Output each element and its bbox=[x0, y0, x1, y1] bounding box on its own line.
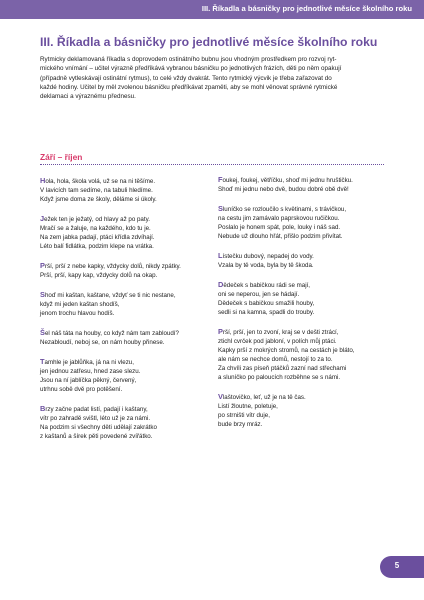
poem-line bbox=[218, 175, 400, 185]
poem bbox=[40, 290, 222, 318]
poem-line-text: laštovičko, leť, už je na tě čas. bbox=[222, 394, 306, 401]
poem-line: Shoď mi jednu nebo dvě, budou dobré obě dvě! bbox=[218, 186, 349, 193]
poem-line-text: rzy začne padat listí, padají i kaštany, bbox=[45, 406, 148, 413]
poem-initial: P bbox=[40, 261, 45, 270]
page-number-tab bbox=[380, 556, 424, 578]
poem-line: Jsou na ní jablíčka pěkný, červený, bbox=[40, 377, 137, 384]
poem-line bbox=[40, 214, 222, 224]
poem bbox=[218, 280, 400, 317]
page-number: 5 bbox=[394, 561, 400, 570]
intro-line: mického vnímání – učitel výrazně předříkává vybranou básničku po jednotlivých frázích, děti po něm opakují bbox=[40, 65, 342, 73]
poem-initial: S bbox=[218, 204, 223, 213]
poem-line-text: ístečku dubový, nepadej do vody. bbox=[222, 253, 314, 260]
poem-line: když mi jeden kaštan shodíš, bbox=[40, 301, 120, 308]
poem-line: Nezabloudí, neboj se, on nám houby přinese. bbox=[40, 339, 165, 346]
running-title: III. Říkadla a básničky pro jednotlivé měsíce školního roku bbox=[201, 4, 412, 13]
season-heading: Září – říjen bbox=[40, 152, 83, 162]
poem-line bbox=[40, 357, 222, 367]
poem-line: V lavicích tam sedíme, na tabuli hledíme. bbox=[40, 187, 153, 194]
poem-initial: J bbox=[40, 214, 45, 223]
header-band bbox=[0, 0, 424, 19]
poem bbox=[40, 404, 222, 441]
poem bbox=[40, 328, 222, 347]
intro-line: Rytmicky deklamovaná říkadla s doprovodem ostinátního bubnu jsou vhodným prostředkem pro rozvoj ryt- bbox=[40, 56, 337, 63]
poem bbox=[218, 327, 400, 382]
poem-initial: P bbox=[218, 327, 223, 336]
poem-initial: S bbox=[40, 290, 45, 299]
poem-line: Za chvíli zas píseň ptáčků zazní nad střechami bbox=[218, 365, 347, 372]
poem-initial: Š bbox=[40, 328, 45, 337]
poem-line: Když jsme doma ze školy, děláme si úkoly. bbox=[40, 196, 157, 203]
poem-initial: B bbox=[40, 404, 46, 413]
poem-line: Prší, prší, kapy kap, vždycky dolů na okap. bbox=[40, 272, 158, 279]
poem bbox=[218, 392, 400, 429]
poem-line: ale nám se nechce domů, nestojí to za to. bbox=[218, 356, 333, 363]
poem-line-text: ědeček s babičkou rádi se mají, bbox=[223, 282, 311, 289]
poem-line: Nebude už dlouho hřát, přišlo podzim přivítat. bbox=[218, 233, 343, 240]
poem-initial: L bbox=[218, 251, 223, 260]
poem bbox=[40, 176, 222, 204]
poem-line bbox=[218, 280, 400, 290]
intro-line: deklamaci a výraznému přednesu. bbox=[40, 93, 136, 101]
poem bbox=[40, 261, 222, 280]
poems-column-left bbox=[40, 176, 222, 451]
poem bbox=[218, 204, 400, 241]
poem-line: jen jednou zatřesu, hned zase slezu. bbox=[40, 368, 141, 375]
poem-line: Na zem jabka padají, ptáci křídla zdvíhají. bbox=[40, 234, 155, 241]
poem-line: a sluníčko po paloucích rozběhne se s námi. bbox=[218, 374, 341, 381]
poem-initial: F bbox=[218, 175, 223, 184]
poem-line-text: rší, prší z nebe kapky, vždycky dolů, nikdy zpátky. bbox=[44, 263, 181, 270]
poem bbox=[40, 214, 222, 251]
poem-line bbox=[218, 204, 400, 214]
poem-line-text: ežek ten je ježatý, od hlavy až po paty. bbox=[44, 216, 150, 223]
poem-line: bude brzy mráz. bbox=[218, 421, 263, 428]
poem-line-text: oukej, foukej, větříčku, shoď mi jednu hruštičku. bbox=[222, 177, 353, 184]
poem-initial: D bbox=[218, 280, 224, 289]
poem-line bbox=[218, 251, 400, 261]
poem-line bbox=[218, 392, 400, 402]
poems-column-right bbox=[218, 175, 400, 439]
poem-initial: H bbox=[40, 176, 46, 185]
poem-line: sedli si na kamna, spadli do trouby. bbox=[218, 309, 315, 316]
poem-line: Léto balí fidlátka, podzim klepe na vrátka. bbox=[40, 243, 154, 250]
poem-line: ztichl cvrček pod jabloní, v polích můj ptáci. bbox=[218, 338, 337, 345]
intro-paragraph bbox=[40, 55, 398, 101]
poem-line bbox=[40, 176, 222, 186]
poem-line bbox=[218, 327, 400, 337]
poem-line: jenom trochu hlavou hodíš. bbox=[40, 310, 115, 317]
poem-line: utrhnu sobě dvě pro potěšení. bbox=[40, 386, 123, 393]
poem-line: Kapky prší z mokrých stromů, na cestách je bláto, bbox=[218, 347, 355, 354]
intro-line: každé hodiny. Učitel by měl zvolenou básničku předříkávat zpaměti, aby se mohl věnovat správné rytmické bbox=[40, 83, 338, 91]
poem-line bbox=[40, 328, 222, 338]
poem-line-text: hoď mi kaštan, kaštane, vždyť se ti nic nestane, bbox=[44, 292, 176, 299]
poem-initial: T bbox=[40, 357, 45, 366]
poem-line bbox=[40, 404, 222, 414]
poem bbox=[218, 251, 400, 270]
poem-line: po strništi vítr duje, bbox=[218, 412, 270, 419]
poem-line-text: luníčko se rozloučilo s květinami, s trávičkou, bbox=[222, 206, 347, 213]
poem-line: Vzala by tě voda, byla by tě škoda. bbox=[218, 262, 314, 269]
poem-line: oni se neperou, jen se hádají. bbox=[218, 291, 300, 298]
poem-line bbox=[40, 290, 222, 300]
season-divider bbox=[40, 164, 384, 165]
intro-line: (případně vytleskávají ostinátní rytmus), to celé vždy dvakrát. Tento rytmický výcvik je třeba zařazovat do bbox=[40, 74, 332, 82]
poem bbox=[218, 175, 400, 194]
poem-initial: V bbox=[218, 392, 223, 401]
poem-line: Mračí se a žaluje, na každého, kdo tu je. bbox=[40, 225, 151, 232]
poem-line-text: ola, hola, škola volá, už se na ni těšíme. bbox=[45, 178, 156, 185]
poem-line-text: rší, prší, jen to zvoní, kraj se v dešti ztrácí, bbox=[222, 329, 339, 336]
poem-line-text: el náš táta na houby, co když nám tam zabloudí? bbox=[44, 330, 179, 337]
poem-line: vítr po zahradě svištl, léto už je za námi. bbox=[40, 415, 151, 422]
poem-line: Listí žloutne, poletuje, bbox=[218, 403, 278, 410]
poem-line: na cestu jim zamávalo paprskovou ručičkou. bbox=[218, 215, 340, 222]
poem bbox=[40, 357, 222, 394]
poem-line-text: amhle je jablůňka, já na ni vlezu, bbox=[44, 359, 134, 366]
poem-line: Poslalo je honem spát, pole, louky i náš sad. bbox=[218, 224, 341, 231]
poem-line: z kaštanů a šírek pěti povedené zvířátko. bbox=[40, 433, 153, 440]
poem-line: Na podzim si všechny děti udělají zakrátko bbox=[40, 424, 157, 431]
page-title: III. Říkadla a básničky pro jednotlivé měsíce školního roku bbox=[40, 35, 378, 49]
poem-line bbox=[40, 261, 222, 271]
poem-line: Dědeček s babičkou smažili houby, bbox=[218, 300, 315, 307]
